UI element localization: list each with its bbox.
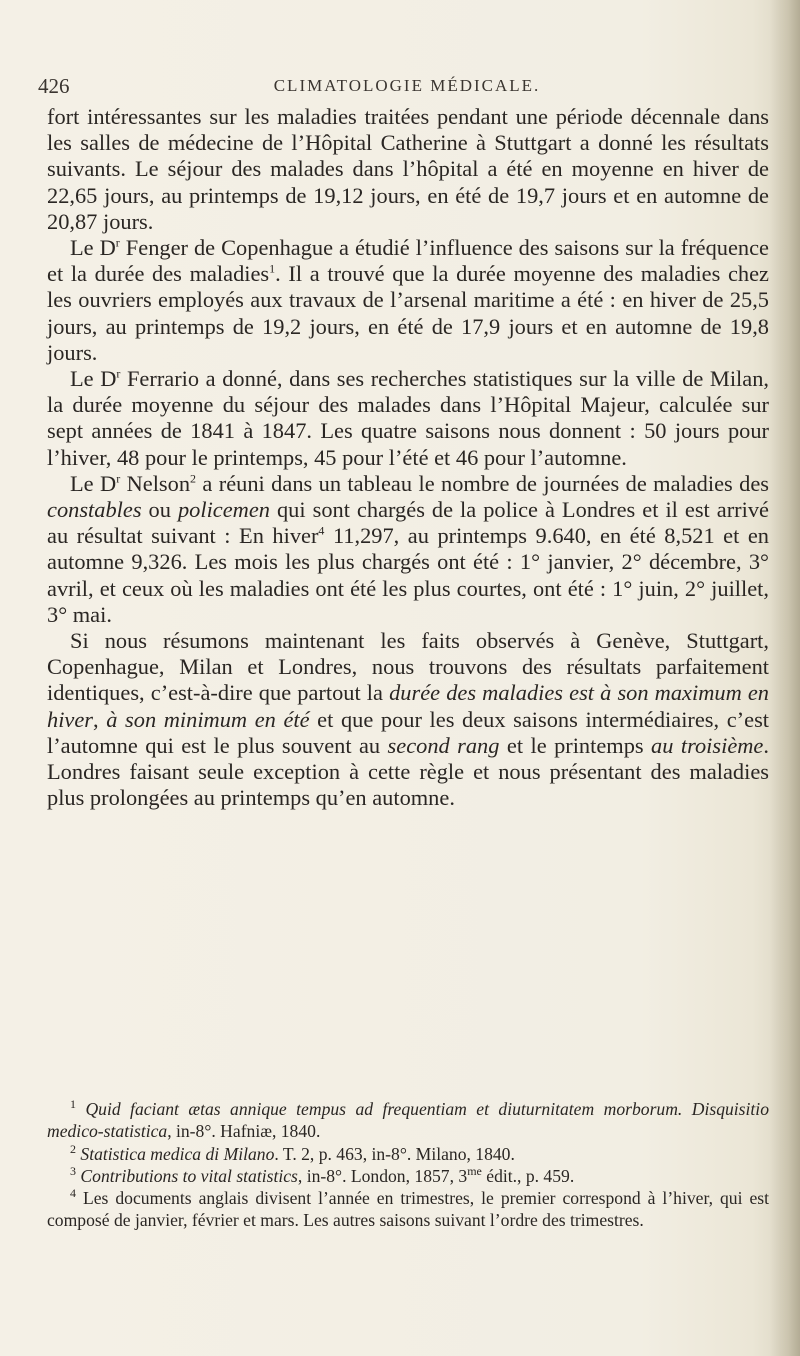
italic-run: à son minimum en été (106, 706, 310, 732)
italic-run: policemen (177, 497, 270, 523)
footnote-3 (47, 1165, 769, 1187)
italic-run: Quid faciant ætas annique tempus ad frequentiam et diuturnitatem morborum. Disquisitio medico-statistica (47, 1099, 769, 1142)
italic-run: au troisième (651, 732, 764, 758)
text-run: Le D (70, 235, 116, 261)
main-text (47, 104, 769, 811)
text-run: Le D (70, 366, 117, 392)
text-run: . Londres faisant seule exception à cette règle et nous présentant des maladies plus prolongées au printemps qu’en automne. (47, 732, 769, 811)
superscript: r (115, 235, 120, 250)
italic-run: durée des maladies est à son maximum en hiver (47, 680, 769, 732)
paragraph-3 (47, 366, 769, 471)
footnotes (47, 1098, 769, 1232)
text-run: , in-8°. Hafniæ, 1840. (167, 1121, 321, 1142)
text-run: Nelson (120, 470, 191, 496)
text-run: et que pour les deux saisons intermédiaires, c’est l’automne qui est le plus souvent au (47, 706, 769, 758)
text-run: , in-8°. London, 1857, 3 (297, 1165, 468, 1186)
paragraph-1-text: fort intéressantes sur les maladies traitées pendant une période décennale dans les salles de médecine de l’Hôpital Catherine à Stuttgart a donné les résultats suivants. Le séjour des malades dans l’hôpital a été en moyenne en hiver de 22,65 jours, au printemps de 19,12 jours, en été de 19,7 jours et en automne de 20,87 jours. (47, 104, 769, 234)
paragraph-2 (47, 235, 769, 366)
superscript: r (116, 471, 121, 486)
page-header (38, 74, 758, 102)
paragraph-4 (47, 471, 769, 628)
footnote-4 (47, 1187, 769, 1232)
page-edge-shadow (770, 0, 800, 1356)
text-run: , (93, 706, 107, 732)
footnote-number: 3 (70, 1164, 76, 1179)
text-run: Fenger de Copenhague a étudié l’influence des saisons sur la fréquence et la durée des maladies (47, 235, 769, 287)
footnote-ref-1[interactable]: 1 (269, 261, 276, 276)
italic-run: second rang (387, 732, 500, 758)
text-run: Les documents anglais divisent l’année en trimestres, le premier correspond à l’hiver, qui est composé de janvier, février et mars. Les autres saisons suivant l’ordre des trimestres. (47, 1188, 769, 1231)
footnote-ref-2[interactable]: 2 (190, 471, 197, 486)
text-run: a réuni dans un tableau le nombre de journées de maladies des (196, 470, 769, 496)
footnote-number: 2 (70, 1141, 76, 1156)
page-number: 426 (38, 74, 70, 98)
italic-run: constables (47, 497, 142, 523)
text-run: . Il a trouvé que la durée moyenne des maladies chez les ouvriers employés aux travaux de l’arsenal maritime a été : en hiver de 25,5 jours, au printemps de 19,2 jours, en été de 17,9 jours et en automne de 19,8 jours. (47, 261, 769, 365)
text-run: 11,297, au printemps 9.640, en été 8,521 et en automne 9,326. Les mois les plus chargés ont été : 1° janvier, 2° décembre, 3° avril, et ceux où les maladies ont été les plus courtes, ont été : 1° juin, 2° juillet, 3° mai. (47, 523, 769, 627)
italic-run: Contributions to vital statistics (80, 1165, 298, 1186)
running-head: CLIMATOLOGIE MÉDICALE. (273, 76, 541, 95)
paragraph-5 (47, 628, 769, 811)
footnote-number: 4 (70, 1186, 76, 1201)
superscript: r (116, 366, 121, 381)
italic-run: Statistica medica di Milano (80, 1143, 275, 1164)
footnote-ref-4[interactable]: 4 (318, 523, 325, 538)
footnote-1 (47, 1098, 769, 1143)
text-run: Ferrario a donné, dans ses recherches statistiques sur la ville de Milan, la durée moyenne du séjour des malades dans l’Hôpital Majeur, calculée sur sept années de 1841 à 1847. Les quatre saisons nous donnent : 50 jours pour l’hiver, 48 pour le printemps, 45 pour l’été et 46 pour l’automne. (47, 366, 770, 470)
footnote-number: 1 (70, 1097, 76, 1112)
text-run: qui sont chargés de la police à Londres et il est arrivé au résultat suivant : En hiver (47, 497, 769, 549)
text-run: édit., p. 459. (481, 1165, 575, 1186)
text-run: et le printemps (499, 732, 652, 758)
text-run: . T. 2, p. 463, in-8°. Milano, 1840. (274, 1143, 515, 1164)
text-run: ou (141, 497, 178, 523)
paragraph-1 (47, 104, 769, 235)
superscript: me (467, 1164, 482, 1179)
footnote-2 (47, 1143, 769, 1165)
text-run: Si nous résumons maintenant les faits observés à Genève, Stuttgart, Copenhague, Milan et Londres, nous trouvons des résultats parfaitement identiques, c’est-à-dire que partout la (47, 628, 769, 706)
text-run: Le D (70, 470, 117, 496)
